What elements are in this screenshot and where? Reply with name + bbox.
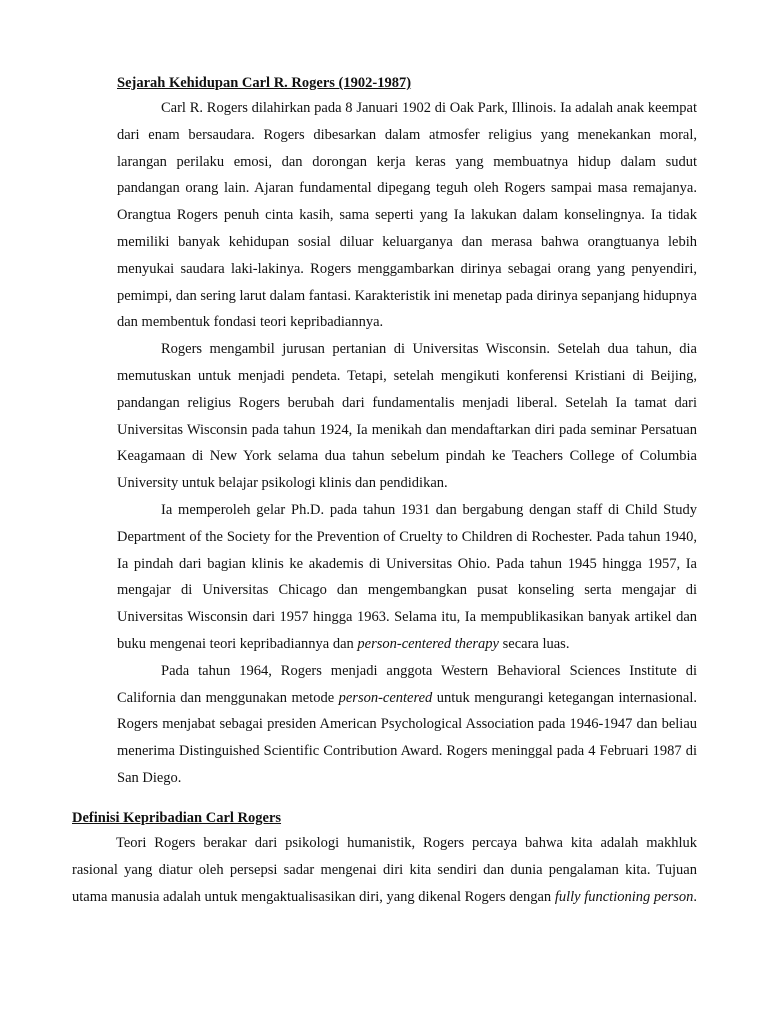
section-heading-biography: Sejarah Kehidupan Carl R. Rogers (1902-1987) <box>117 75 412 91</box>
paragraph-education: Rogers mengambil jurusan pertanian di Universitas Wisconsin. Setelah dua tahun, dia memutuskan untuk menjadi pendeta. Tetapi, setelah mengikuti konferensi Kristiani di Beijing, pandangan religius Rogers berubah dari fundamentalis menjadi liberal. Setelah Ia tamat dari Universitas Wisconsin pada tahun 1924, Ia menikah dan mendaftarkan diri pada seminar Persatuan Keagamaan di New York selama dua tahun sebelum pindah ke Teachers College of Columbia University untuk belajar psikologi klinis dan pendidikan. <box>117 341 697 492</box>
paragraph-early-life: Carl R. Rogers dilahirkan pada 8 Januari 1902 di Oak Park, Illinois. Ia adalah anak keempat dari enam bersaudara. Rogers dibesarkan dalam atmosfer religius yang menekankan moral, larangan perilaku emosi, dan dorongan kerja keras yang membuatnya hidup dalam sudut pandangan orang lain. Ajaran fundamental dipegang teguh oleh Rogers sampai masa remajanya. Orangtua Rogers penuh cinta kasih, sama seperti yang Ia lakukan dalam konselingnya. Ia tidak memiliki banyak kehidupan sosial diluar keluarganya dan merasa bahwa orangtuanya lebih menyukai saudara laki-lakinya. Rogers menggambarkan dirinya sebagai orang yang penyendiri, pemimpi, dan sering larut dalam fantasi. Karakteristik ini menetap pada dirinya sepanjang hidupnya dan membentuk fondasi teori kepribadiannya. <box>117 100 697 331</box>
paragraph-career <box>117 497 697 658</box>
paragraph-career-text-a: Ia memperoleh gelar Ph.D. pada tahun 1931 dan bergabung dengan staff di Child Study Department of the Society for the Prevention of Cruelty to Children di Rochester. Pada tahun 1940, Ia pindah dari bagian klinis ke akademis di Universitas Ohio. Pada tahun 1945 hingga 1957, Ia mengajar di Universitas Chicago dan mengembangkan pusat konseling serta mengajar di Universitas Wisconsin dari 1957 hingga 1963. Selama itu, Ia mempublikasikan banyak artikel dan buku mengenai teori kepribadiannya dan <box>117 501 697 652</box>
section-heading-definition: Definisi Kepribadian Carl Rogers <box>72 810 282 826</box>
paragraph-later-life-text-b: untuk mengurangi ketegangan internasional. Rogers menjabat sebagai presiden American Psychological Association pada 1946-1947 dan beliau menerima Distinguished Scientific Contribution Award. Rogers meninggal pada 4 Februari 1987 di San Diego. <box>117 689 697 786</box>
paragraph-later-life <box>117 658 697 792</box>
paragraph-definition-emphasis: fully functioning person <box>554 888 694 905</box>
section-definition-body <box>72 830 697 910</box>
paragraph-later-life-emphasis: person-centered <box>338 689 433 706</box>
paragraph-definition-text-a: Teori Rogers berakar dari psikologi humanistik, Rogers percaya bahwa kita adalah makhluk rasional yang diatur oleh persepsi sadar mengenai diri kita sendiri dan dunia pengalaman kita. Tujuan utama manusia adalah untuk mengaktualisasikan diri, yang dikenal Rogers dengan <box>72 835 697 905</box>
paragraph-definition-text-b: . <box>693 888 697 905</box>
paragraph-career-emphasis: person-centered therapy <box>357 635 499 652</box>
section-biography-body <box>117 95 697 792</box>
paragraph-later-life-text-a: Pada tahun 1964, Rogers menjadi anggota Western Behavioral Sciences Institute di California dan menggunakan metode <box>117 662 697 706</box>
paragraph-career-text-b: secara luas. <box>499 635 570 652</box>
paragraph-definition <box>72 830 697 910</box>
